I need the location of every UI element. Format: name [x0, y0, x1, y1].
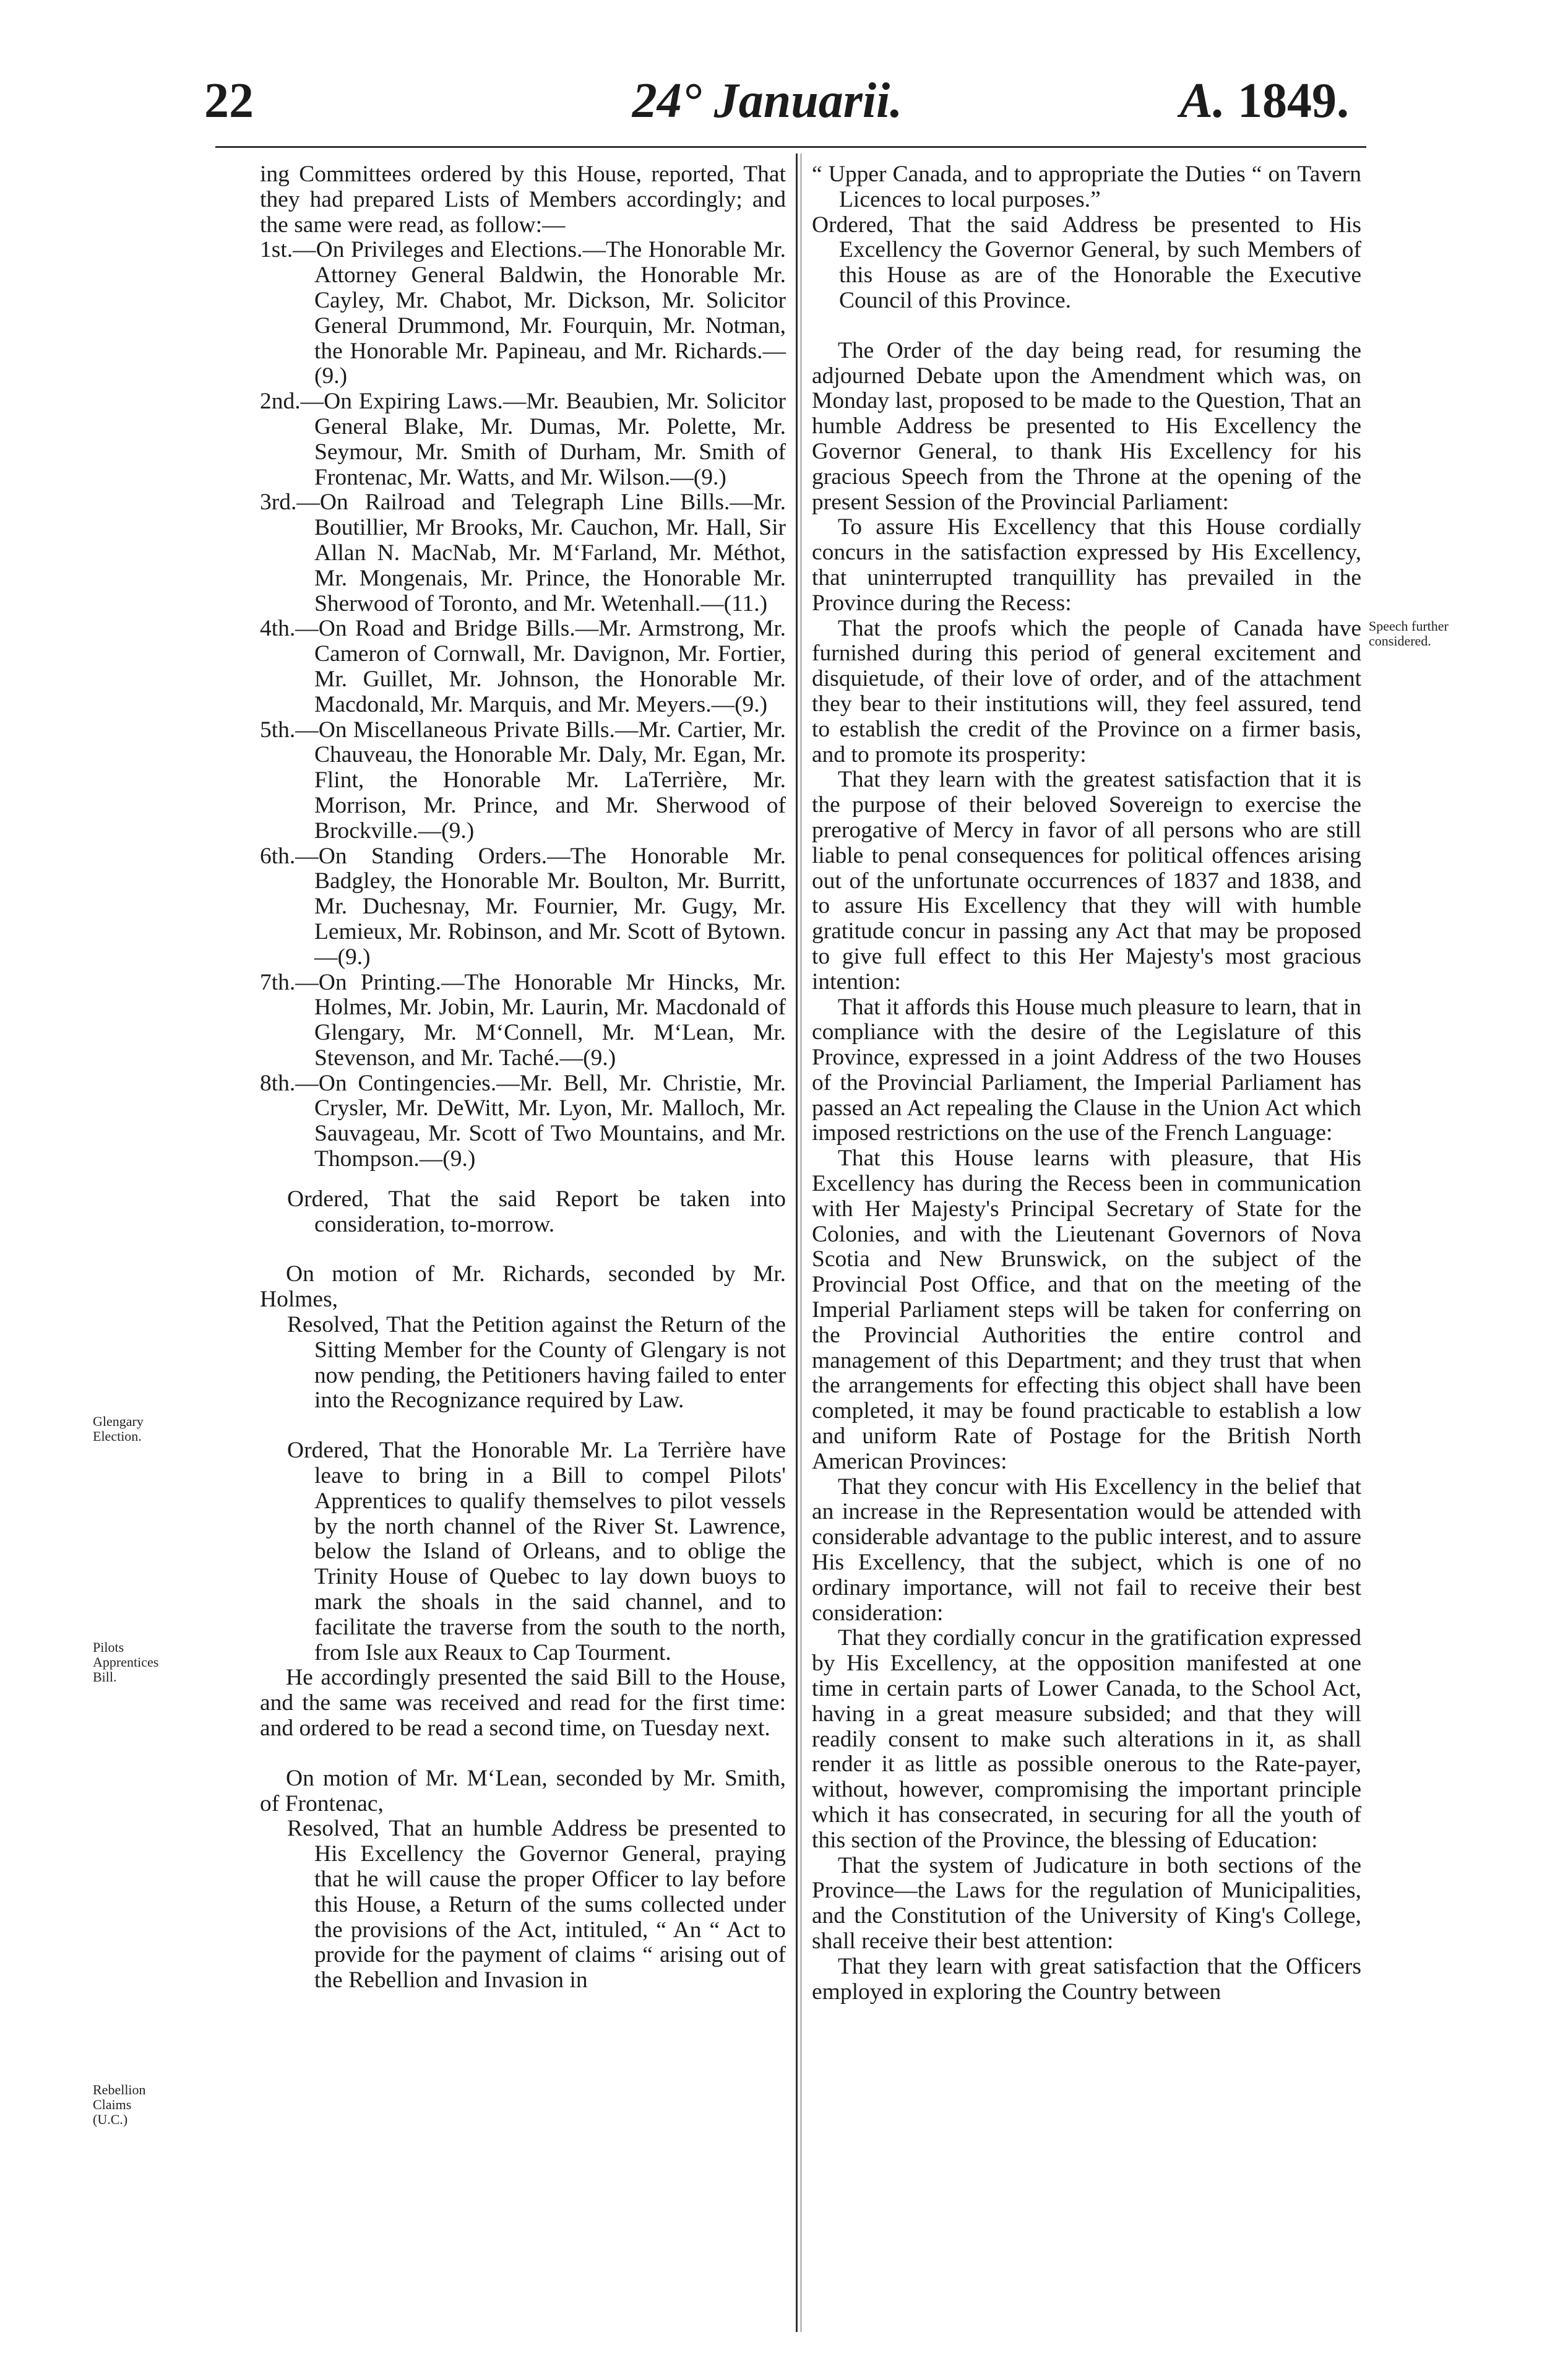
ordered-address: Ordered, That the said Address be presented to His Excellency the Governor General, by such Members of this House as are of the Honorable the Executive Council of this Province.	[812, 212, 1361, 313]
address-para-9: That they learn with great satisfaction that the Officers employed in exploring the Country between	[812, 1953, 1361, 2005]
page-number: 22	[204, 74, 254, 128]
left-column	[260, 162, 786, 1993]
year-number: 1849.	[1238, 74, 1349, 128]
address-para-6: That they concur with His Excellency in the belief that an increase in the Representation would be attended with considerable advantage to the public interest, and to assure His Excellency, that the subject, which is one of no ordinary importance, will not fail to receive their best consideration:	[812, 1474, 1361, 1626]
column-divider	[796, 153, 798, 2332]
presented-bill: He accordingly presented the said Bill to the House, and the same was received and read for the first time: and ordered to be read a second time, on Tuesday next.	[260, 1665, 786, 1742]
address-para-4: That it affords this House much pleasure to learn, that in compliance with the desire of the Legislature of this Province, expressed in a joint Address of the two Houses of the Provincial Parliament, the Imperial Parliament has passed an Act repealing the Clause in the Union Act which imposed restrictions on the use of the French Language:	[812, 994, 1361, 1146]
address-para-3: That they learn with the greatest satisfaction that it is the purpose of their beloved Sovereign to exercise the prerogative of Mercy in favor of all persons who are still liable to penal consequences for political offences arising out of the unfortunate occurrences of 1837 and 1838, and to assure His Excellency that they will with humble gratitude concur in passing any Act that may be proposed to give full effect to this Her Majesty's most gracious intention:	[812, 767, 1361, 995]
committee-8: 8th.—On Contingencies.—Mr. Bell, Mr. Christie, Mr. Crysler, Mr. DeWitt, Mr. Lyon, Mr. Malloch, Mr. Sauvageau, Mr. Scott of Two Mountains, and Mr. Thompson.—(9.)	[260, 1070, 786, 1172]
committee-1: 1st.—On Privileges and Elections.—The Honorable Mr. Attorney General Baldwin, the Honorable Mr. Cayley, Mr. Chabot, Mr. Dickson, Mr. Solicitor General Drummond, Mr. Fourquin, Mr. Notman, the Honorable Mr. Papineau, and Mr. Richards.—(9.)	[260, 237, 786, 389]
address-para-8: That the system of Judicature in both sections of the Province—the Laws for the regulation of Municipalities, and the Constitution of the University of King's College, shall receive their best attention:	[812, 1852, 1361, 1954]
committee-5: 5th.—On Miscellaneous Private Bills.—Mr. Cartier, Mr. Chauveau, the Honorable Mr. Daly, Mr. Egan, Mr. Flint, the Honorable Mr. LaTerrière, Mr. Morrison, Mr. Prince, and Mr. Sherwood of Brockville.—(9.)	[260, 717, 786, 844]
committee-6: 6th.—On Standing Orders.—The Honorable Mr. Badgley, the Honorable Mr. Boulton, Mr. Burritt, Mr. Duchesnay, Mr. Fournier, Mr. Gugy, Mr. Lemieux, Mr. Robinson, and Mr. Scott of Bytown.—(9.)	[260, 843, 786, 970]
right-column	[812, 162, 1361, 2005]
address-para-2: That the proofs which the people of Canada have furnished during this period of general excitement and disquietude, of their love of order, and of the attachment they bear to their institutions will, they feel assured, tend to establish the credit of the Province on a firmer basis, and to promote its prosperity:	[812, 615, 1361, 767]
ordered-pilots: Ordered, That the Honorable Mr. La Terrière have leave to bring in a Bill to compel Pilots' Apprentices to qualify themselves to pilot vessels by the north channel of the River St. Lawrence, below the Island of Orleans, and to oblige the Trinity House of Quebec to lay down buoys to mark the shoals in the said channel, and to facilitate the traverse from the south to the north, from Isle aux Reaux to Cap Tourment.	[287, 1438, 786, 1665]
committee-3: 3rd.—On Railroad and Telegraph Line Bills.—Mr. Boutillier, Mr Brooks, Mr. Cauchon, Mr. Hall, Sir Allan N. MacNab, Mr. M‘Farland, Mr. Méthot, Mr. Mongenais, Mr. Prince, the Honorable Mr. Sherwood of Toronto, and Mr. Wetenhall.—(11.)	[260, 490, 786, 616]
address-para-5: That this House learns with pleasure, that His Excellency has during the Recess been in communication with Her Majesty's Principal Secretary of State for the Colonies, and with the Lieutenant Governors of Nova Scotia and New Brunswick, on the subject of the Provincial Post Office, and that on the meeting of the Imperial Parliament steps will be taken for conferring on the Provincial Authorities the entire control and management of this Department; and they trust that when the arrangements for effecting this object shall have been completed, it may be found practicable to establish a low and uniform Rate of Postage for the British North American Provinces:	[812, 1146, 1361, 1474]
committee-4: 4th.—On Road and Bridge Bills.—Mr. Armstrong, Mr. Cameron of Cornwall, Mr. Davignon, Mr. Fortier, Mr. Guillet, Mr. Johnson, the Honorable Mr. Macdonald, Mr. Marquis, and Mr. Meyers.—(9.)	[260, 616, 786, 717]
act-continuation: “ Upper Canada, and to appropriate the Duties “ on Tavern Licences to local purposes.”	[812, 162, 1361, 212]
order-of-day: The Order of the day being read, for resuming the adjourned Debate upon the Amendment which was, on Monday last, proposed to be made to the Question, That an humble Address be presented to His Excellency the Governor General, to thank His Excellency for his gracious Speech from the Throne at the opening of the present Session of the Provincial Parliament:	[812, 337, 1361, 515]
resolved-glengary: Resolved, That the Petition against the Return of the Sitting Member for the County of Glengary is not now pending, the Petitioners having failed to enter into the Recognizance required by Law.	[287, 1312, 786, 1414]
margin-note-pilots: Pilots Apprentices Bill.	[93, 1639, 159, 1685]
committees-intro: ing Committees ordered by this House, reported, That they had prepared Lists of Members accordingly; and the same were read, as follow:—	[260, 162, 786, 238]
header-rule	[215, 146, 1366, 148]
committee-7: 7th.—On Printing.—The Honorable Mr Hincks, Mr. Holmes, Mr. Jobin, Mr. Laurin, Mr. Macdonald of Glengary, Mr. M‘Connell, Mr. M‘Lean, Mr. Stevenson, and Mr. Taché.—(9.)	[260, 969, 786, 1071]
committee-2: 2nd.—On Expiring Laws.—Mr. Beaubien, Mr. Solicitor General Blake, Mr. Dumas, Mr. Polette, Mr. Seymour, Mr. Smith of Durham, Mr. Smith of Frontenac, Mr. Watts, and Mr. Wilson.—(9.)	[260, 389, 786, 490]
motion-mclean: On motion of Mr. M‘Lean, seconded by Mr. Smith, of Frontenac,	[260, 1765, 786, 1816]
year-prefix: A.	[1179, 74, 1225, 128]
header-year	[1180, 73, 1349, 129]
running-header	[186, 73, 1349, 135]
resolved-rebellion: Resolved, That an humble Address be presented to His Excellency the Governor General, praying that he will cause the proper Officer to lay before this House, a Return of the sums collected under the provisions of the Act, intituled, “ An “ Act to provide for the payment of claims “ arising out of the Rebellion and Invasion in	[287, 1816, 786, 1993]
margin-note-glengary: Glengary Election.	[93, 1414, 144, 1444]
ordered-report: Ordered, That the said Report be taken into consideration, to-morrow.	[287, 1186, 786, 1237]
header-date: 24° Januarii.	[632, 74, 903, 128]
motion-richards: On motion of Mr. Richards, seconded by Mr. Holmes,	[260, 1261, 786, 1313]
address-para-1: To assure His Excellency that this House cordially concurs in the satisfaction expressed by His Excellency, that uninterrupted tranquillity has prevailed in the Province during the Recess:	[812, 514, 1361, 616]
address-para-7: That they cordially concur in the gratification expressed by His Excellency, at the opposition manifested at one time in certain parts of Lower Canada, to the School Act, having in a great measure subsided; and that they will readily consent to make such alterations in it, as shall render it as little as possible onerous to the Rate-payer, without, however, compromising the important principle which it has consecrated, in securing for all the youth of this section of the Province, the blessing of Education:	[812, 1625, 1361, 1853]
margin-note-rebellion: Rebellion Claims (U.C.)	[93, 2082, 146, 2127]
margin-note-speech: Speech further considered.	[1369, 618, 1449, 649]
